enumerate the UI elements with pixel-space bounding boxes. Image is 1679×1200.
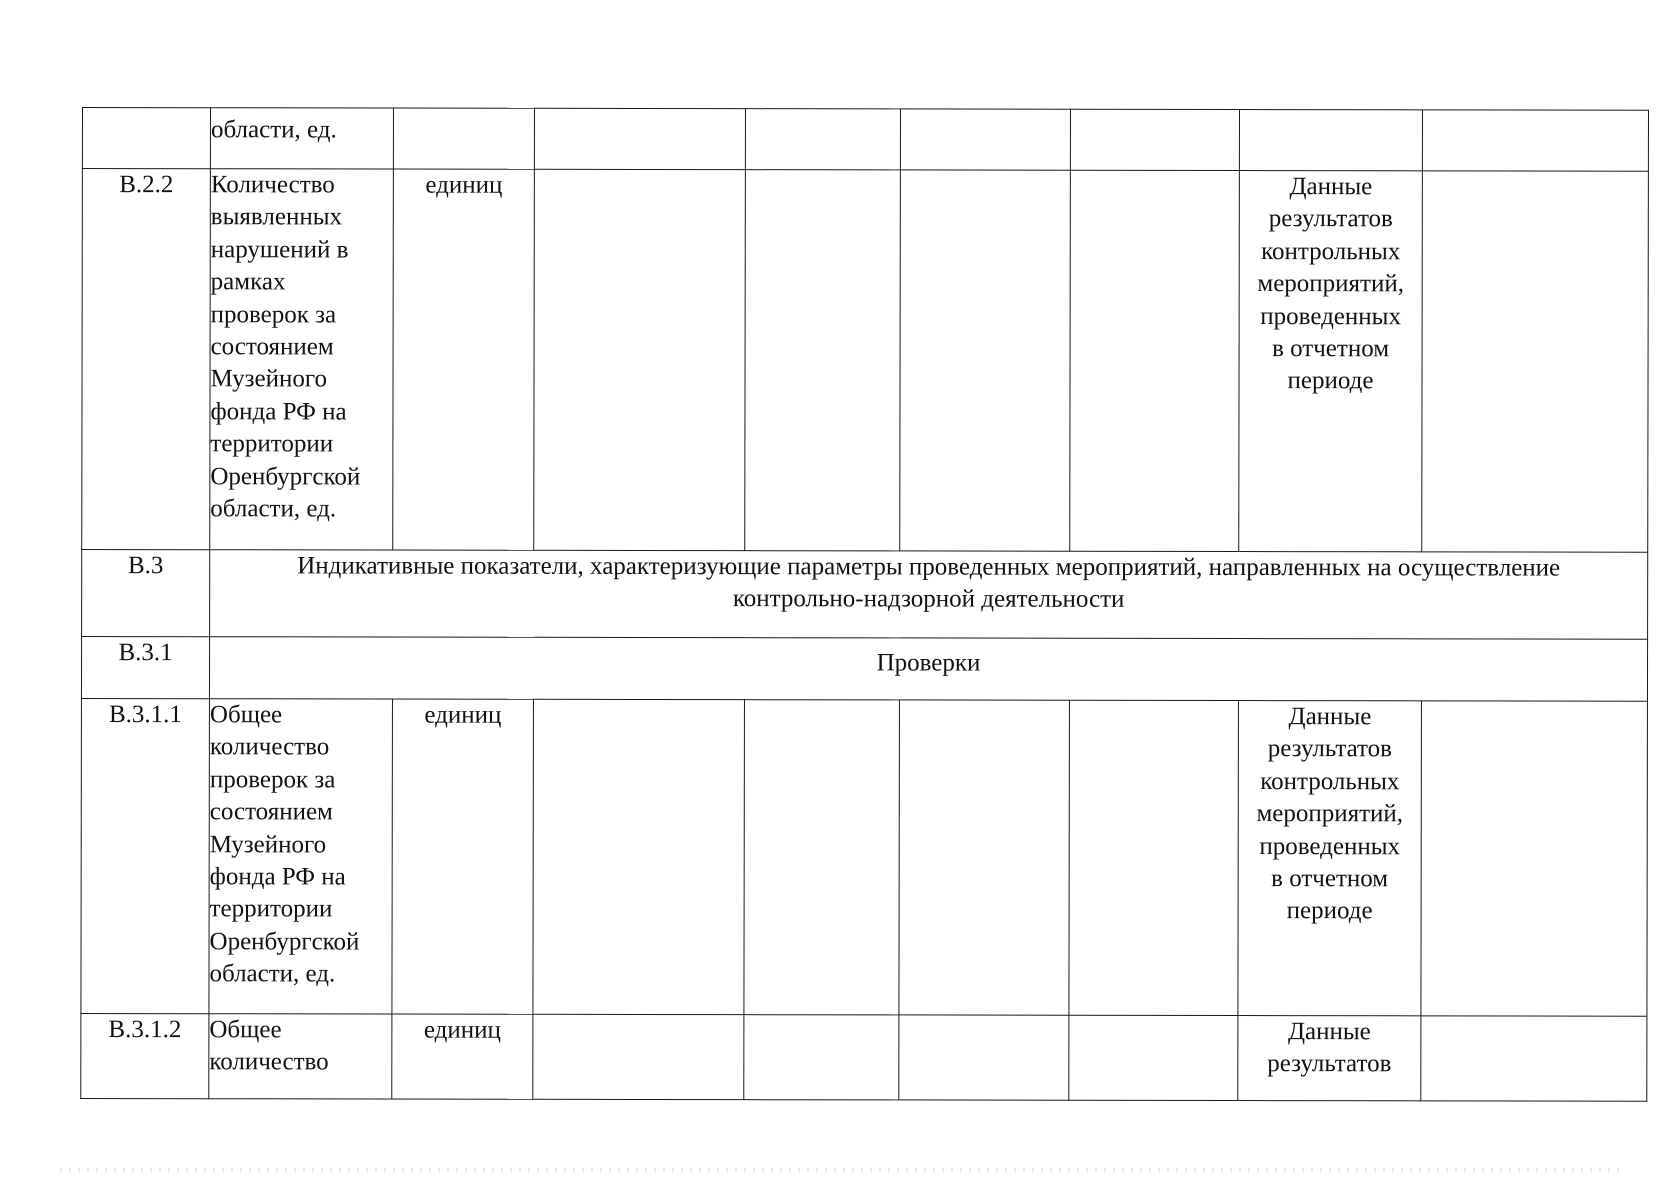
empty-cell (1070, 109, 1239, 170)
data-source-cell: Данные результатов контрольных мероприятий, проведенных в отчетном периоде (1238, 701, 1422, 1016)
indicator-name: области, ед. (210, 108, 393, 169)
table-row (82, 169, 1649, 553)
empty-cell (899, 1015, 1069, 1100)
empty-cell (1070, 170, 1240, 551)
table-row (82, 550, 1648, 640)
row-code: В.3.1 (81, 637, 209, 699)
row-code: В.3.1.2 (81, 1013, 209, 1098)
empty-cell (1069, 700, 1239, 1015)
indicator-name: Общее количество проверок за состоянием Музейного фонда РФ на территории Оренбургской области, ед. (209, 699, 393, 1014)
table-row (81, 1013, 1647, 1101)
empty-cell (1239, 110, 1422, 171)
unit-cell: единиц (393, 169, 535, 550)
empty-cell (1422, 171, 1649, 552)
table-row (82, 108, 1648, 172)
empty-cell (1069, 1015, 1238, 1100)
row-code: В.3 (82, 550, 210, 637)
indicator-name: Общее количество (209, 1014, 392, 1099)
table-row (81, 637, 1647, 702)
empty-cell (533, 699, 745, 1014)
empty-cell (745, 109, 900, 170)
data-source-cell: Данные результатов (1238, 1016, 1421, 1101)
table-row (81, 699, 1648, 1017)
empty-cell (393, 108, 534, 169)
indicator-name: Количество выявленных нарушений в рамках проверок за состоянием Музейного фонда РФ на территории Оренбургской области, ед. (210, 169, 394, 550)
empty-cell (744, 700, 900, 1015)
scan-artifact (60, 1168, 1620, 1172)
row-code: В.2.2 (82, 169, 211, 550)
data-source-cell: Данные результатов контрольных мероприятий, проведенных в отчетном периоде (1239, 171, 1423, 552)
empty-cell (899, 700, 1070, 1015)
empty-cell (534, 108, 745, 169)
empty-cell (744, 1015, 899, 1100)
unit-cell: единиц (392, 699, 534, 1014)
section-heading: Индикативные показатели, характеризующие параметры проведенных мероприятий, направленных на осуществление контрольно-надзорной деятельности (210, 550, 1648, 640)
row-code: В.3.1.1 (81, 699, 210, 1014)
empty-cell (900, 170, 1071, 551)
empty-cell (900, 109, 1070, 170)
empty-cell (1421, 701, 1648, 1016)
empty-cell (534, 169, 746, 550)
empty-cell (1422, 110, 1648, 171)
empty-cell (533, 1014, 744, 1099)
subsection-heading: Проверки (209, 637, 1647, 702)
unit-cell: единиц (392, 1014, 533, 1099)
row-code (82, 108, 210, 169)
empty-cell (1421, 1016, 1647, 1101)
indicators-table (80, 107, 1649, 1102)
empty-cell (745, 170, 901, 551)
